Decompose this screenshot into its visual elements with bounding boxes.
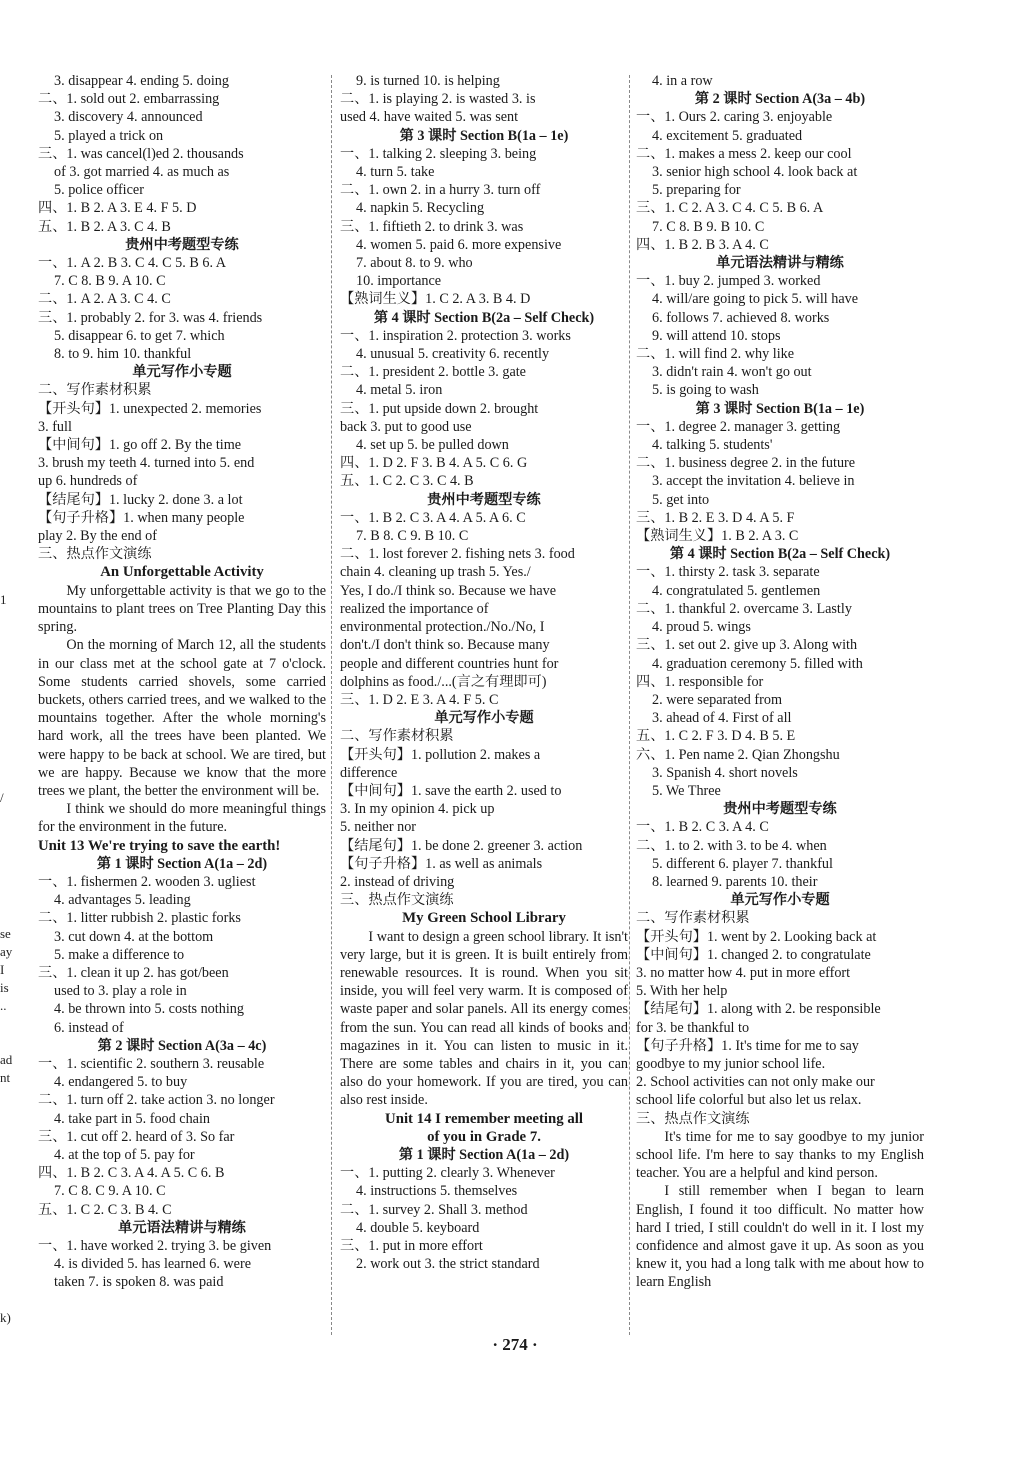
answer-line: 5. disappear 6. to get 7. which bbox=[54, 327, 225, 344]
answer-line: 二、1. will find 2. why like bbox=[636, 346, 795, 363]
answer-line: 【开头句】1. pollution 2. makes a bbox=[340, 746, 541, 763]
answer-line: 一、1. inspiration 2. protection 3. works bbox=[340, 327, 571, 344]
answer-line: play 2. By the end of bbox=[38, 528, 157, 545]
answer-line: 4. in a row bbox=[652, 73, 713, 89]
answer-line: 5. preparing for bbox=[652, 182, 741, 199]
answer-line: 五、1. C 2. C 3. C 4. B bbox=[340, 473, 474, 490]
answer-line: 【中间句】1. go off 2. By the time bbox=[38, 437, 242, 454]
title-line: My Green School Library bbox=[402, 910, 566, 927]
edge-fragment: ad bbox=[0, 1052, 13, 1067]
answer-line: 3. ahead of 4. First of all bbox=[652, 710, 792, 727]
section-heading: 单元语法精讲与精练 bbox=[118, 1219, 246, 1236]
answer-line: 四、1. responsible for bbox=[636, 673, 764, 690]
answer-line: 5. neither nor bbox=[340, 819, 417, 836]
section-heading: 第 3 课时 Section B(1a – 1e) bbox=[399, 127, 569, 144]
edge-fragment: .. bbox=[0, 998, 7, 1013]
section-heading: 第 1 课时 Section A(1a – 2d) bbox=[398, 1146, 570, 1163]
edge-fragment: k) bbox=[0, 1310, 11, 1325]
answer-line: Yes, I do./I think so. Because we have bbox=[340, 582, 557, 599]
answer-line: 8. to 9. him 10. thankful bbox=[54, 346, 192, 363]
answer-line: 【开头句】1. went by 2. Looking back at bbox=[636, 928, 877, 945]
answer-line: 二、写作素材积累 bbox=[636, 910, 750, 927]
answer-line: 三、1. set out 2. give up 3. Along with bbox=[636, 637, 858, 654]
answer-line: 【中间句】1. changed 2. to congratulate bbox=[636, 946, 871, 963]
answer-line: 3. senior high school 4. look back at bbox=[652, 164, 858, 181]
answer-line: 3. brush my teeth 4. turned into 5. end bbox=[38, 455, 255, 472]
answer-line: 【句子升格】1. It's time for me to say bbox=[636, 1037, 859, 1054]
answer-line: 三、热点作文演练 bbox=[340, 892, 454, 909]
answer-line: 5. We Three bbox=[652, 782, 721, 799]
section-heading: 单元写作小专题 bbox=[434, 710, 534, 727]
answer-line: 三、热点作文演练 bbox=[38, 546, 152, 563]
answer-line: 5. police officer bbox=[54, 182, 144, 199]
answer-line: 【熟词生义】1. B 2. A 3. C bbox=[636, 528, 799, 545]
answer-line: 6. follows 7. achieved 8. works bbox=[652, 309, 830, 326]
answer-line: 9. is turned 10. is helping bbox=[356, 73, 500, 89]
answer-line: 【句子升格】1. as well as animals bbox=[340, 855, 543, 872]
answer-line: 【结尾句】1. be done 2. greener 3. action bbox=[340, 837, 583, 854]
answer-line: 3. didn't rain 4. won't go out bbox=[652, 364, 812, 381]
answer-line: 一、1. fishermen 2. wooden 3. ugliest bbox=[38, 873, 256, 890]
answer-line: 一、1. B 2. C 3. A 4. C bbox=[636, 819, 769, 836]
answer-line: 3. In my opinion 4. pick up bbox=[340, 801, 495, 818]
section-heading: 单元写作小专题 bbox=[132, 364, 232, 381]
answer-line: 10. importance bbox=[356, 273, 442, 290]
answer-line: 8. learned 9. parents 10. their bbox=[652, 873, 818, 890]
title-line: An Unforgettable Activity bbox=[100, 564, 264, 581]
answer-line: 四、1. B 2. B 3. A 4. C bbox=[636, 236, 769, 253]
answer-line: 4. at the top of 5. pay for bbox=[54, 1146, 195, 1163]
section-heading: 第 3 课时 Section B(1a – 1e) bbox=[695, 400, 865, 417]
answer-line: 3. Spanish 4. short novels bbox=[652, 764, 798, 781]
essay-paragraph: I still remember when I began to learn English, I found it too difficult. No matter how hard I tried, I still couldn't do well in it. I lost my confidence and almost gave it up. As soon as you knew it, you had a long talk with me about how to learn English bbox=[636, 1183, 924, 1291]
answer-line: 【中间句】1. save the earth 2. used to bbox=[340, 782, 562, 799]
section-heading: 贵州中考题型专练 bbox=[125, 236, 239, 253]
answer-line: 三、1. C 2. A 3. C 4. C 5. B 6. A bbox=[636, 200, 824, 217]
answer-line: 二、1. president 2. bottle 3. gate bbox=[340, 364, 526, 381]
answer-line: 4. congratulated 5. gentlemen bbox=[652, 582, 821, 599]
column-divider bbox=[331, 75, 332, 1335]
answer-line: 三、1. put in more effort bbox=[340, 1238, 483, 1254]
edge-fragment: 1 bbox=[0, 592, 7, 607]
page-number: · 274 · bbox=[492, 1335, 538, 1354]
answer-line: 三、1. B 2. E 3. D 4. A 5. F bbox=[636, 509, 795, 526]
answer-line: 二、1. litter rubbish 2. plastic forks bbox=[38, 910, 241, 927]
answer-line: 二、1. business degree 2. in the future bbox=[636, 455, 856, 472]
answer-line: 4. women 5. paid 6. more expensive bbox=[356, 236, 562, 253]
answer-line: 4. graduation ceremony 5. filled with bbox=[652, 655, 863, 672]
answer-line: 四、1. B 2. C 3. A 4. A 5. C 6. B bbox=[38, 1165, 225, 1182]
answer-line: 3. no matter how 4. put in more effort bbox=[636, 964, 851, 981]
section-heading: 第 2 课时 Section A(3a – 4c) bbox=[97, 1037, 267, 1054]
column-left bbox=[38, 72, 326, 1292]
answer-line: 6. instead of bbox=[54, 1019, 124, 1036]
answer-line: 4. double 5. keyboard bbox=[356, 1219, 480, 1236]
edge-fragment: / bbox=[0, 790, 4, 805]
answer-line: 4. endangered 5. to buy bbox=[54, 1074, 188, 1091]
answer-line: 2. instead of driving bbox=[340, 873, 455, 890]
answer-line: dolphins as food./...(言之有理即可) bbox=[340, 673, 547, 690]
answer-line: 2. were separated from bbox=[652, 691, 782, 708]
answer-line: 3. full bbox=[38, 418, 72, 435]
answer-line: 一、1. degree 2. manager 3. getting bbox=[636, 418, 841, 435]
answer-line: used to 3. play a role in bbox=[54, 983, 187, 1000]
answer-line: 一、1. thirsty 2. task 3. separate bbox=[636, 564, 820, 581]
answer-line: 【结尾句】1. along with 2. be responsible bbox=[636, 1001, 881, 1018]
answer-line: 三、1. probably 2. for 3. was 4. friends bbox=[38, 309, 263, 326]
answer-line: 六、1. Pen name 2. Qian Zhongshu bbox=[636, 746, 840, 763]
answer-line: 二、1. A 2. A 3. C 4. C bbox=[38, 291, 171, 308]
answer-line: used 4. have waited 5. was sent bbox=[340, 109, 519, 126]
answer-line: 二、1. survey 2. Shall 3. method bbox=[340, 1201, 528, 1218]
answer-line: 五、1. C 2. F 3. D 4. B 5. E bbox=[636, 728, 796, 745]
column-middle bbox=[340, 72, 628, 1273]
answer-line: 二、写作素材积累 bbox=[340, 728, 454, 745]
answer-line: 4. excitement 5. graduated bbox=[652, 127, 803, 144]
column-right bbox=[636, 72, 924, 1292]
answer-line: 4. set up 5. be pulled down bbox=[356, 437, 509, 454]
column-divider bbox=[629, 75, 630, 1335]
answer-line: 3. disappear 4. ending 5. doing bbox=[54, 73, 229, 89]
edge-fragment: is bbox=[0, 980, 9, 995]
essay-paragraph: My unforgettable activity is that we go to the mountains to plant trees on Tree Planting Day this spring. bbox=[38, 582, 326, 636]
answer-line: 3. discovery 4. announced bbox=[54, 109, 203, 126]
section-heading: 贵州中考题型专练 bbox=[427, 491, 541, 508]
answer-line: 4. instructions 5. themselves bbox=[356, 1183, 518, 1200]
answer-line: 5. get into bbox=[652, 491, 710, 508]
answer-line: 一、1. have worked 2. trying 3. be given bbox=[38, 1238, 272, 1254]
answer-line: 三、热点作文演练 bbox=[636, 1110, 750, 1127]
section-heading: 第 4 课时 Section B(2a – Self Check) bbox=[373, 309, 595, 326]
answer-line: 4. metal 5. iron bbox=[356, 382, 443, 399]
answer-line: 一、1. scientific 2. southern 3. reusable bbox=[38, 1055, 265, 1072]
answer-line: 四、1. B 2. A 3. E 4. F 5. D bbox=[38, 200, 197, 217]
answer-line: 一、1. B 2. C 3. A 4. A 5. A 6. C bbox=[340, 509, 526, 526]
section-heading: 第 2 课时 Section A(3a – 4b) bbox=[694, 91, 866, 108]
answer-line: realized the importance of bbox=[340, 600, 489, 617]
answer-line: 4. turn 5. take bbox=[356, 164, 435, 181]
answer-line: 二、1. thankful 2. overcame 3. Lastly bbox=[636, 600, 852, 617]
answer-line: 三、1. was cancel(l)ed 2. thousands bbox=[38, 145, 244, 162]
answer-line: 7. C 8. B 9. B 10. C bbox=[652, 218, 765, 235]
answer-line: 一、1. Ours 2. caring 3. enjoyable bbox=[636, 109, 833, 126]
answer-line: 4. napkin 5. Recycling bbox=[356, 200, 485, 217]
answer-line: 5. played a trick on bbox=[54, 127, 164, 144]
edge-fragment: ay bbox=[0, 944, 13, 959]
answer-line: 三、1. put upside down 2. brought bbox=[340, 400, 539, 417]
essay-paragraph: It's time for me to say goodbye to my junior school life. I'm here to say thanks to my English teacher. You are a helpful and kind person. bbox=[636, 1128, 924, 1182]
answer-line: 【结尾句】1. lucky 2. done 3. a lot bbox=[38, 491, 243, 508]
answer-line: 二、1. sold out 2. embarrassing bbox=[38, 91, 220, 108]
answer-line: 五、1. B 2. A 3. C 4. B bbox=[38, 218, 171, 235]
section-heading: 第 4 课时 Section B(2a – Self Check) bbox=[669, 546, 891, 563]
section-heading: 单元写作小专题 bbox=[730, 892, 830, 909]
answer-line: taken 7. is spoken 8. was paid bbox=[54, 1274, 224, 1291]
answer-line: 5. is going to wash bbox=[652, 382, 759, 399]
answer-line: for 3. be thankful to bbox=[636, 1019, 750, 1036]
answer-line: up 6. hundreds of bbox=[38, 473, 138, 490]
answer-line: 一、1. buy 2. jumped 3. worked bbox=[636, 273, 821, 290]
answer-line: goodbye to my junior school life. bbox=[636, 1055, 826, 1072]
edge-fragment: se bbox=[0, 926, 11, 941]
answer-line: 二、1. lost forever 2. fishing nets 3. food bbox=[340, 546, 575, 563]
answer-line: 4. talking 5. students' bbox=[652, 437, 773, 454]
answer-line: 3. accept the invitation 4. believe in bbox=[652, 473, 855, 490]
answer-line: don't./I don't think so. Because many bbox=[340, 637, 550, 654]
answer-line: 2. work out 3. the strict standard bbox=[356, 1256, 540, 1273]
answer-line: 【熟词生义】1. C 2. A 3. B 4. D bbox=[340, 291, 531, 308]
answer-line: 4. unusual 5. creativity 6. recently bbox=[356, 346, 550, 363]
answer-line: chain 4. cleaning up trash 5. Yes./ bbox=[340, 564, 531, 581]
answer-line: 三、1. clean it up 2. has got/been bbox=[38, 964, 229, 981]
answer-line: 5. different 6. player 7. thankful bbox=[652, 855, 833, 872]
title-line: Unit 13 We're trying to save the earth! bbox=[38, 837, 281, 854]
answer-line: 三、1. fiftieth 2. to drink 3. was bbox=[340, 218, 524, 235]
answer-line: 一、1. A 2. B 3. C 4. C 5. B 6. A bbox=[38, 255, 227, 272]
answer-line: 7. about 8. to 9. who bbox=[356, 255, 473, 272]
edge-fragment: I bbox=[0, 962, 5, 977]
section-heading: 第 1 课时 Section A(1a – 2d) bbox=[96, 855, 268, 872]
answer-line: 四、1. D 2. F 3. B 4. A 5. C 6. G bbox=[340, 455, 528, 472]
answer-line: of 3. got married 4. as much as bbox=[54, 164, 230, 181]
answer-line: 2. School activities can not only make our bbox=[636, 1074, 875, 1091]
answer-line: 7. C 8. C 9. A 10. C bbox=[54, 1183, 166, 1200]
title-line: Unit 14 I remember meeting all bbox=[385, 1110, 583, 1127]
answer-line: 5. make a difference to bbox=[54, 946, 185, 963]
answer-line: 三、1. D 2. E 3. A 4. F 5. C bbox=[340, 691, 499, 708]
answer-line: school life colorful but also let us relax. bbox=[636, 1092, 862, 1109]
answer-line: 二、1. turn off 2. take action 3. no longer bbox=[38, 1092, 275, 1109]
answer-line: 【开头句】1. unexpected 2. memories bbox=[38, 400, 262, 417]
answer-line: 4. will/are going to pick 5. will have bbox=[652, 291, 859, 308]
answer-line: 二、写作素材积累 bbox=[38, 382, 152, 399]
answer-line: 7. C 8. B 9. A 10. C bbox=[54, 273, 166, 290]
answer-line: 三、1. cut off 2. heard of 3. So far bbox=[38, 1128, 235, 1145]
edge-fragment: nt bbox=[0, 1070, 11, 1085]
answer-line: 【句子升格】1. when many people bbox=[38, 509, 245, 526]
answer-line: 4. advantages 5. leading bbox=[54, 892, 191, 909]
answer-line: 4. be thrown into 5. costs nothing bbox=[54, 1001, 244, 1018]
answer-line: 二、1. is playing 2. is wasted 3. is bbox=[340, 91, 536, 108]
answer-line: 3. cut down 4. at the bottom bbox=[54, 928, 214, 945]
answer-line: 7. B 8. C 9. B 10. C bbox=[356, 528, 469, 545]
answer-line: 五、1. C 2. C 3. B 4. C bbox=[38, 1201, 172, 1218]
essay-paragraph: I think we should do more meaningful things for the environment in the future. bbox=[38, 801, 326, 836]
answer-line: 4. proud 5. wings bbox=[652, 619, 751, 636]
answer-line: 二、1. makes a mess 2. keep our cool bbox=[636, 145, 852, 162]
answer-line: 4. is divided 5. has learned 6. were bbox=[54, 1256, 251, 1273]
answer-line: 二、1. own 2. in a hurry 3. turn off bbox=[340, 182, 541, 199]
essay-paragraph: On the morning of March 12, all the students in our class met at the school gate at 7 o'clock. Some students carried shovels, some carried buckets, others carried trees, and we walked to the mountains together. After the whole morning's hard work, all the trees have been planted. We were happy to be back at school. We are tired, but we are happy. Because we know that the more trees we plant, the better the environment will be. bbox=[38, 637, 326, 799]
answer-line: 9. will attend 10. stops bbox=[652, 327, 781, 344]
answer-line: 4. take part in 5. food chain bbox=[54, 1110, 211, 1127]
answer-line: 二、1. to 2. with 3. to be 4. when bbox=[636, 837, 827, 854]
section-heading: 贵州中考题型专练 bbox=[723, 801, 837, 818]
section-heading: 单元语法精讲与精练 bbox=[716, 255, 844, 272]
answer-line: difference bbox=[340, 764, 398, 781]
answer-line: people and different countries hunt for bbox=[340, 655, 559, 672]
answer-line: 一、1. talking 2. sleeping 3. being bbox=[340, 145, 537, 162]
answer-line: 5. With her help bbox=[636, 983, 728, 1000]
essay-paragraph: I want to design a green school library. It isn't very large, but it is green. It is built entirely from renewable resources. It is round. When you sit inside, you will feel very warm. It is composed of waste paper and solar panels. All its energy comes from the sun. You can read all kinds of books and magazines in it. You can listen to music in it. There are some tables and chairs in it, you can also do your homework. If you are tired, you can also rest inside. bbox=[340, 928, 628, 1109]
answer-line: environmental protection./No./No, I bbox=[340, 619, 545, 636]
title-line: of you in Grade 7. bbox=[427, 1128, 541, 1145]
answer-line: 一、1. putting 2. clearly 3. Whenever bbox=[340, 1165, 555, 1182]
answer-line: back 3. put to good use bbox=[340, 418, 472, 435]
